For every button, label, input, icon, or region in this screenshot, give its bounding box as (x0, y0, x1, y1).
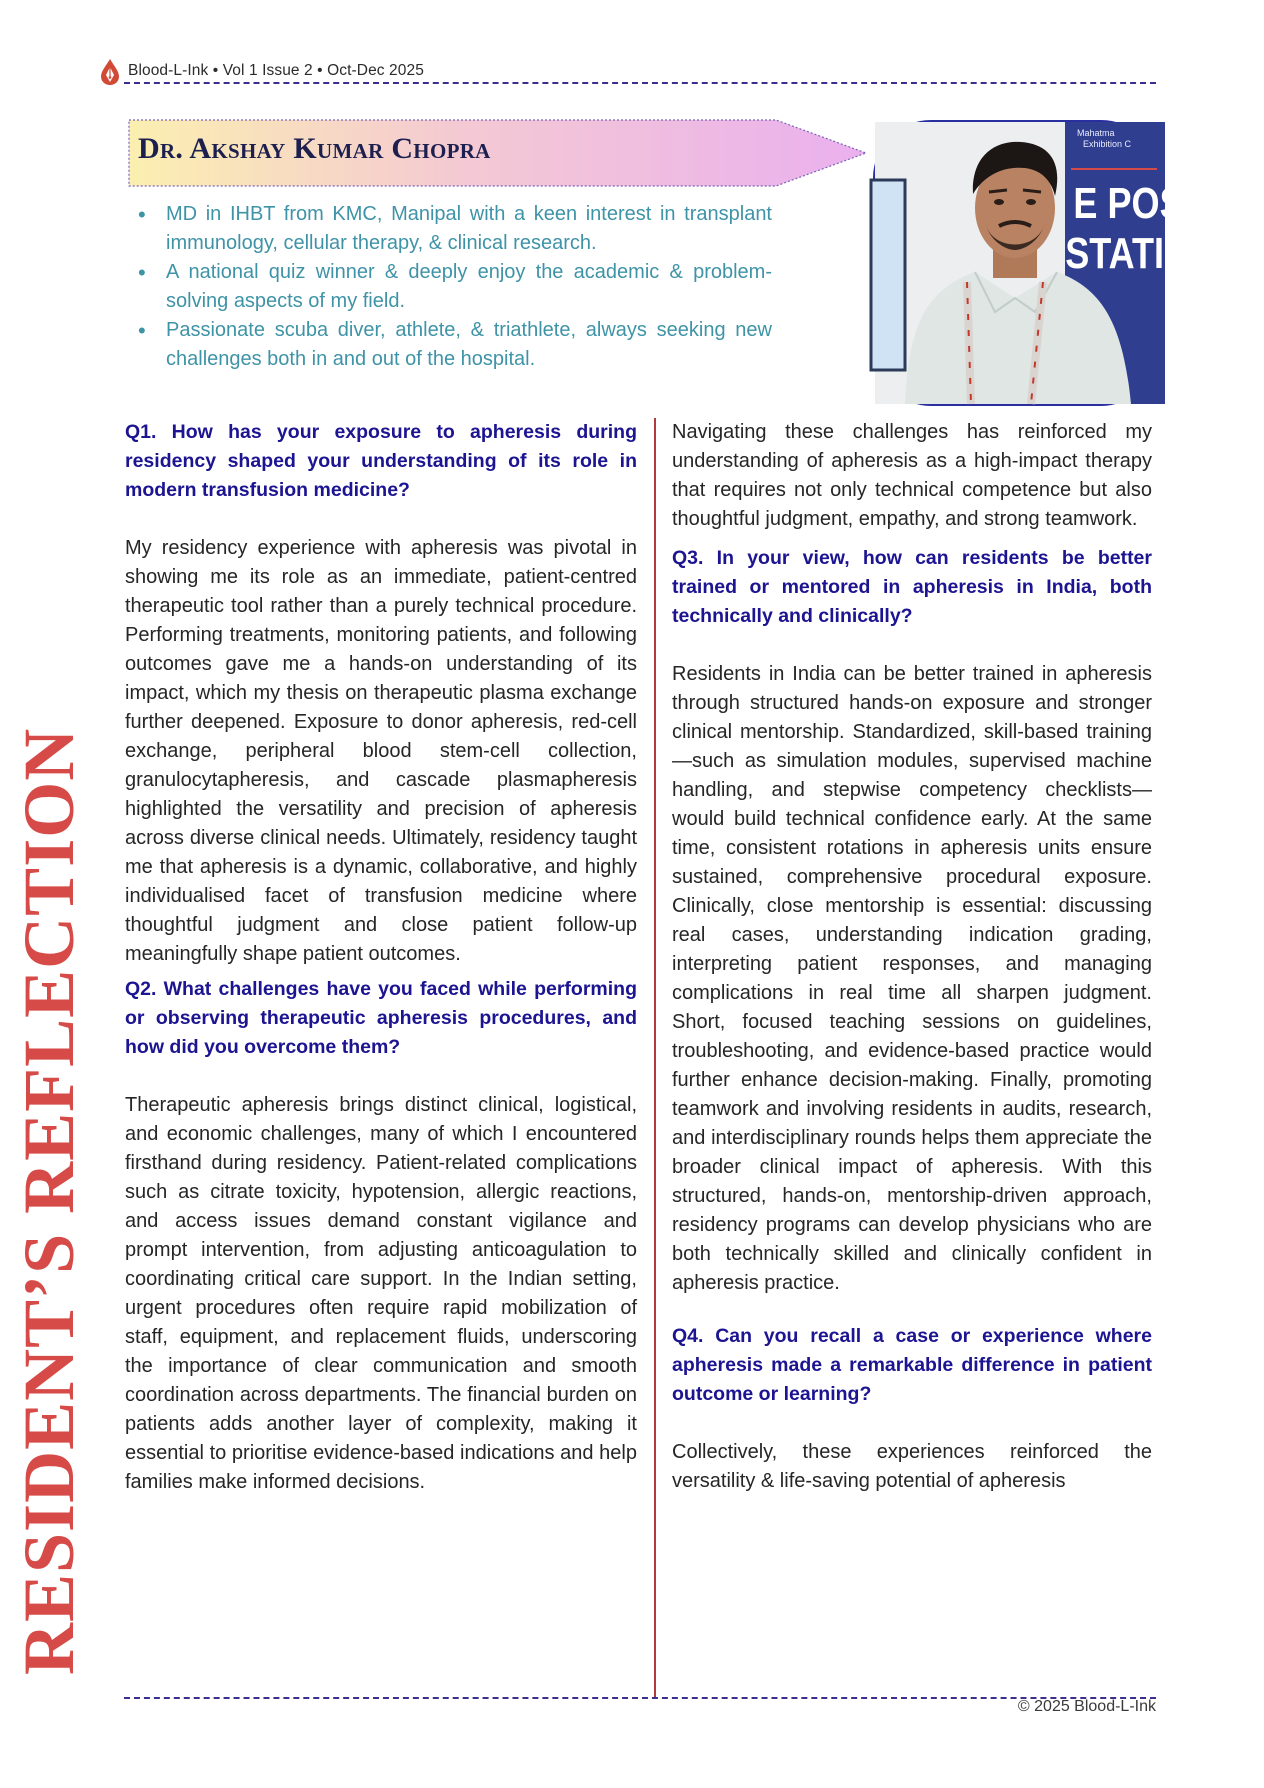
column-divider (654, 418, 656, 1698)
question-1: Q1. How has your exposure to apheresis during residency shaped your understanding of its role in modern transfusion medicine? (125, 421, 637, 501)
bio-list (136, 200, 772, 374)
footer-copyright: © 2025 Blood-L-Ink (1017, 1698, 1156, 1715)
question-3: Q3. In your view, how can residents be better trained or mentored in apheresis in India, both technically and clinically? (672, 547, 1152, 627)
bio-item: • A national quiz winner & deeply enjoy the academic & problem-solving aspects of my field. (136, 258, 772, 316)
bio-item: • Passionate scuba diver, athlete, & triathlete, always seeking new challenges both in and out of the hospital. (136, 316, 772, 374)
profile-name: Dr. Akshay Kumar Chopra (138, 132, 491, 165)
question-4: Q4. Can you recall a case or experience where apheresis made a remarkable difference in patient outcome or learning? (672, 1325, 1152, 1405)
poster-text-line-1: E POS (1073, 178, 1184, 228)
poster-sign-line-1: Mahatma (1077, 128, 1115, 138)
right-column (672, 418, 1152, 1496)
answer-4: Collectively, these experiences reinforced the versatility & life-saving potential of apheresis (672, 1441, 1152, 1492)
header-rule (124, 82, 1156, 84)
issue-meta: Blood-L-Ink • Vol 1 Issue 2 • Oct-Dec 2025 (128, 62, 424, 79)
blood-drop-pen-nib-icon (98, 58, 122, 86)
left-column (125, 418, 637, 1497)
answer-1: My residency experience with apheresis was pivotal in showing me its role as an immediate, patient-centred therapeutic tool rather than a purely technical procedure. Performing treatments, monitoring patients, and following outcomes gave me a hands-on understanding of its impact, which my thesis on therapeutic plasma exchange further deepened. Exposure to donor apheresis, red-cell exchange, peripheral blood stem-cell collection, granulocytapheresis, and cascade plasmapheresis highlighted the versatility and precision of apheresis across diverse clinical needs. Ultimately, residency taught me that apheresis is a dynamic, collaborative, and highly individualised facet of transfusion medicine where thoughtful judgment and close patient follow-up meaningfully shape patient outcomes. (125, 537, 637, 965)
answer-2-continued: Navigating these challenges has reinforced my understanding of apheresis as a high-impact therapy that requires not only technical competence but also thoughtful judgment, empathy, and strong teamwork. (672, 421, 1152, 530)
name-banner (128, 119, 868, 187)
page-header (98, 58, 1156, 84)
answer-3: Residents in India can be better trained in apheresis through structured hands-on exposure and stronger clinical mentorship. Standardized, skill-based training—such as simulation modules, supervised machine handling, and stepwise competency checklists—would build technical confidence early. At the same time, consistent rotations in apheresis units ensure sustained, comprehensive procedural exposure. Clinically, close mentorship is essential: discussing real cases, understanding indication grading, interpreting patient responses, and managing complications in real time all sharpen judgment. Short, focused teaching sessions on guidelines, troubleshooting, and evidence-based practice would further enhance decision-making. Finally, promoting teamwork and involving residents in audits, research, and interdisciplinary rounds helps them appreciate the broader clinical impact of apheresis. With this structured, hands-on, mentorship-driven approach, residency programs can develop physicians who are both technically skilled and clinically confident in apheresis practice. (672, 663, 1152, 1294)
answer-2: Therapeutic apheresis brings distinct clinical, logistical, and economic challenges, many of which I encountered firsthand during residency. Patient-related complications such as citrate toxicity, hypotension, allergic reactions, and access issues demand constant vigilance and prompt intervention, from adjusting anticoagulation to coordinating critical care support. In the Indian setting, urgent procedures often require rapid mobilization of staff, equipment, and replacement fluids, underscoring the importance of clear communication and smooth coordination across departments. The financial burden on patients adds another layer of complexity, making it essential to prioritise evidence-based indications and help families make informed decisions. (125, 1094, 637, 1493)
poster-sign-line-2: Exhibition C (1083, 139, 1132, 149)
portrait-illustration (875, 122, 1184, 404)
question-2: Q2. What challenges have you faced while performing or observing therapeutic apheresis procedures, and how did you overcome them? (125, 978, 637, 1058)
section-title-vertical: RESIDENT’S REFLECTION (9, 727, 89, 1675)
bio-item: • MD in IHBT from KMC, Manipal with a keen interest in transplant immunology, cellular therapy, & clinical research. (136, 200, 772, 258)
poster-text-line-2: STATI (1065, 228, 1165, 278)
profile-photo (873, 120, 1184, 406)
footer-rule (124, 1697, 1156, 1699)
